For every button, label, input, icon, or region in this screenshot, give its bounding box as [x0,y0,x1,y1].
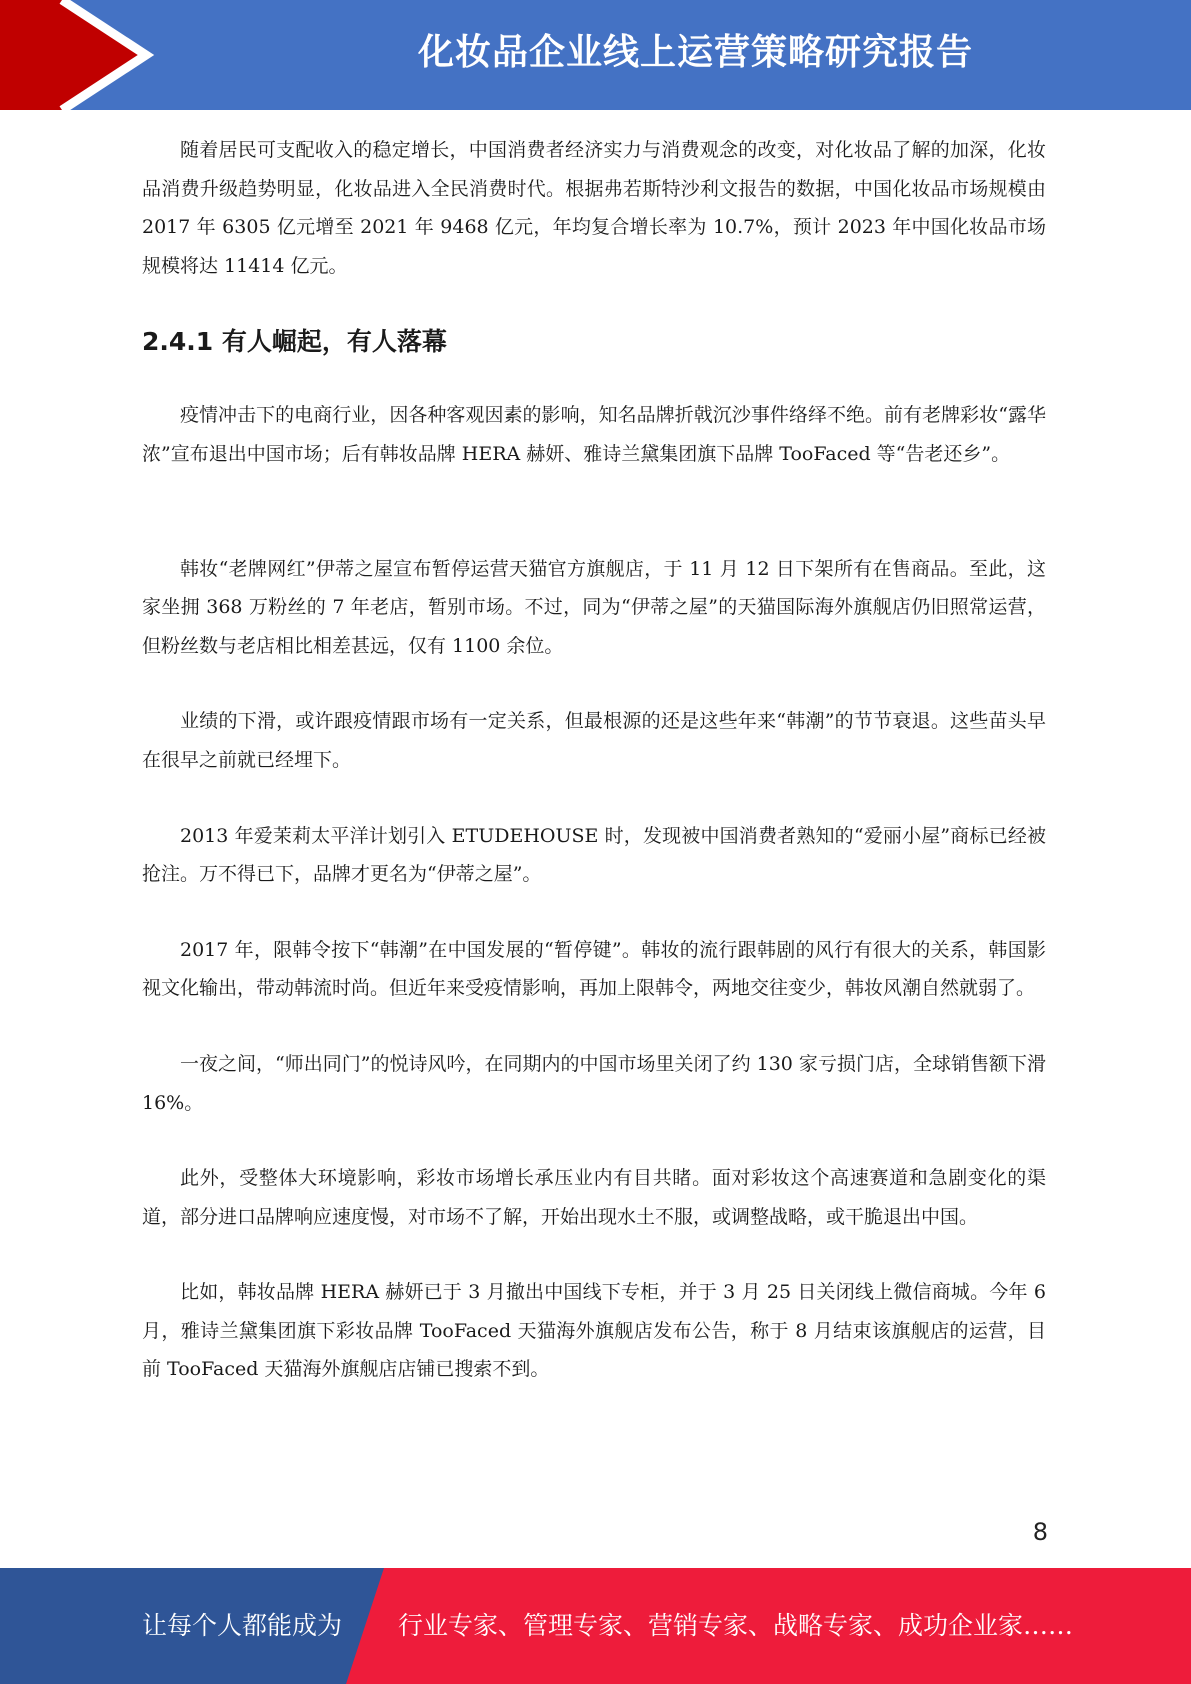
paragraph-hera-toofaced: 比如，韩妆品牌 HERA 赫妍已于 3 月撤出中国线下专柜，并于 3 月 25 日关闭线上微信商城。今年 6 月，雅诗兰黛集团旗下彩妆品牌 TooFaced 天猫海外旗舰店发布公告，称于 8 月结束该旗舰店的运营，目前 TooFaced 天猫海外旗舰店店铺已搜索不到。 [142,1281,1046,1381]
footer-slogan-left: 让每个人都能成为 [142,1611,343,1640]
report-title: 化妆品企业线上运营策略研究报告 [417,32,973,73]
footer-slogan-right: 行业专家、管理专家、营销专家、战略专家、成功企业家…… [398,1611,1074,1640]
paragraph-trademark: 2013 年爱茉莉太平洋计划引入 ETUDEHOUSE 时，发现被中国消费者熟知的“爱丽小屋”商标已经被抢注。万不得已下，品牌才更名为“伊蒂之屋”。 [142,824,1046,886]
paragraph-innisfree: 一夜之间，“师出同门”的悦诗风吟，在同期内的中国市场里关闭了约 130 家亏损门店，全球销售额下滑 16%。 [142,1052,1046,1114]
body-content [142,131,1046,1389]
page-footer [0,1568,1191,1684]
paragraph-market-size: 随着居民可支配收入的稳定增长，中国消费者经济实力与消费观念的改变，对化妆品了解的加深，化妆品消费升级趋势明显，化妆品进入全民消费时代。根据弗若斯特沙利文报告的数据，中国化妆品市场规模由 2017 年 6305 亿元增至 2021 年 9468 亿元，年均复合增长率为 10.7%，预计 2023 年中国化妆品市场规模将达 11414 亿元。 [142,139,1046,277]
paragraph-market-pressure: 此外，受整体大环境影响，彩妆市场增长承压业内有目共睹。面对彩妆这个高速赛道和急剧变化的渠道，部分进口品牌响应速度慢，对市场不了解，开始出现水土不服，或调整战略，或干脆退出中国。 [142,1167,1046,1228]
page-header [0,0,1191,110]
paragraph-etude-house: 韩妆“老牌网红”伊蒂之屋宣布暂停运营天猫官方旗舰店，于 11 月 12 日下架所有在售商品。至此，这家坐拥 368 万粉丝的 7 年老店，暂别市场。不过，同为“伊蒂之屋”的天猫国际海外旗舰店仍旧照常运营，但粉丝数与老店相比相差甚远，仅有 1100 余位。 [142,557,1046,657]
page-number: 8 [1032,1518,1048,1546]
paragraph-performance-decline: 业绩的下滑，或许跟疫情跟市场有一定关系，但最根源的还是这些年来“韩潮”的节节衰退。这些苗头早在很早之前就已经埋下。 [142,710,1046,771]
section-heading: 2.4.1 有人崛起，有人落幕 [142,327,447,357]
paragraph-ecommerce-impact: 疫情冲击下的电商行业，因各种客观因素的影响，知名品牌折戟沉沙事件络绎不绝。前有老牌彩妆“露华浓”宣布退出中国市场；后有韩妆品牌 HERA 赫妍、雅诗兰黛集团旗下品牌 TooFaced 等“告老还乡”。 [142,404,1046,465]
paragraph-korea-restriction: 2017 年，限韩令按下“韩潮”在中国发展的“暂停键”。韩妆的流行跟韩剧的风行有很大的关系，韩国影视文化输出，带动韩流时尚。但近年来受疫情影响，再加上限韩令，两地交往变少，韩妆风潮自然就弱了。 [142,938,1046,1000]
